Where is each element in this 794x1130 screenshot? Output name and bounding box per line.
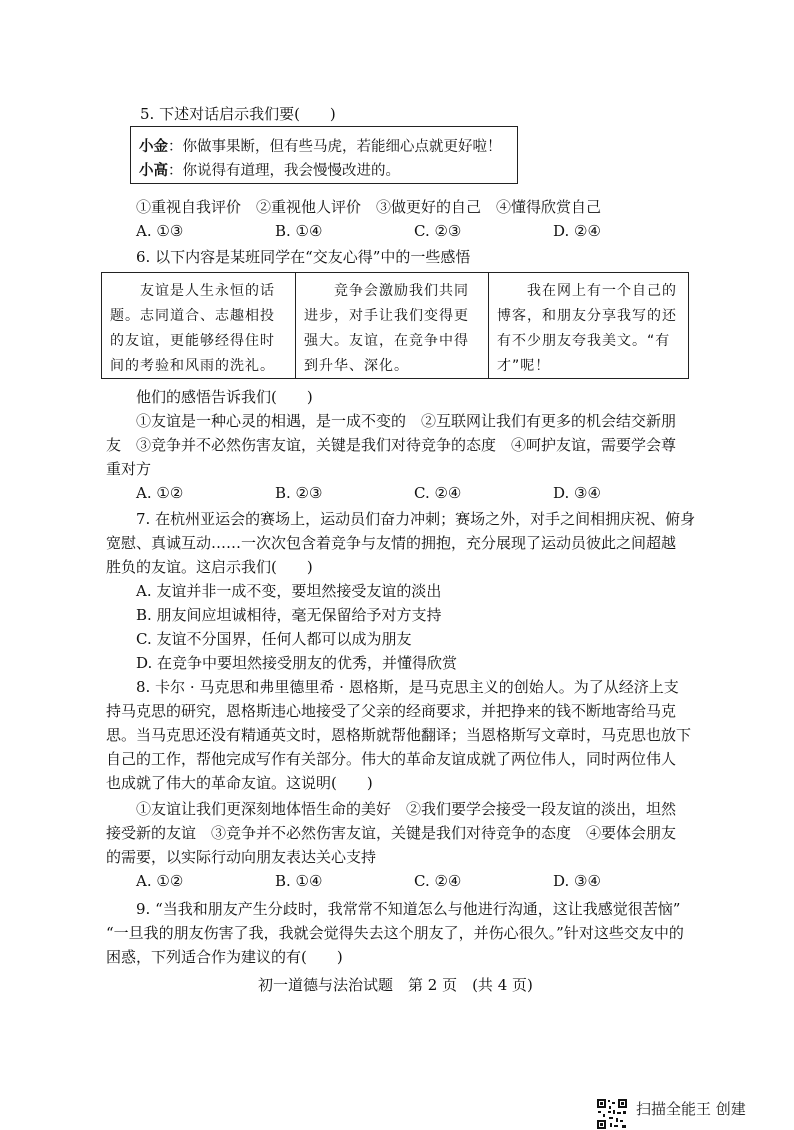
q6-option-b: B. ②③ bbox=[275, 484, 323, 502]
speaker-name: 小高 bbox=[139, 163, 168, 179]
q7-option-c: C. 友谊不分国界，任何人都可以成为朋友 bbox=[136, 630, 412, 648]
q8-option-a: A. ①② bbox=[136, 872, 184, 890]
q7-stem-line-3: 胜负的友谊。这启示我们( ) bbox=[106, 558, 313, 576]
q6-option-d: D. ③④ bbox=[553, 484, 601, 502]
q8-statement-line-2: 接受新的友谊 ③竞争并不必然伤害友谊，关键是我们对待竞争的态度 ④要体会朋友 bbox=[106, 824, 677, 842]
q7-stem-line-2: 宽慰、真诚互动……一次次包含着竞争与友情的拥抱，充分展现了运动员彼此之间超越 bbox=[106, 534, 677, 552]
q6-statement-line-2: 友 ③竞争并不必然伤害友谊，关键是我们对待竞争的态度 ④呵护友谊，需要学会尊 bbox=[106, 436, 677, 454]
q5-option-c: C. ②③ bbox=[414, 222, 462, 240]
q6-option-c: C. ②④ bbox=[414, 484, 462, 502]
q8-stem-line-1: 8. 卡尔 · 马克思和弗里德里希 · 恩格斯，是马克思主义的创始人。为了从经济上支 bbox=[136, 678, 679, 696]
q7-option-b: B. 朋友间应坦诚相待，毫无保留给予对方支持 bbox=[136, 606, 442, 624]
q6-question: 他们的感悟告诉我们( ) bbox=[136, 388, 313, 406]
q5-stem: 5. 下述对话启示我们要( ) bbox=[140, 105, 336, 123]
q6-table bbox=[101, 272, 689, 379]
q7-option-d: D. 在竞争中要坦然接受朋友的优秀，并懂得欣赏 bbox=[136, 654, 458, 672]
q8-option-b: B. ①④ bbox=[275, 872, 323, 890]
qr-code-icon bbox=[596, 1098, 628, 1130]
dialog-text: 你说得有道理，我会慢慢改进的。 bbox=[182, 163, 400, 179]
q8-option-c: C. ②④ bbox=[414, 872, 462, 890]
q6-cell-3: 我在网上有一个自己的博客，和朋友分享我写的还有不少朋友夸我美文。“有才”呢！ bbox=[488, 273, 687, 378]
q8-stem-line-3: 思。当马克思还没有精通英文时，恩格斯就帮他翻译；当恩格斯写文章时，马克思也放下 bbox=[106, 726, 692, 744]
page-footer: 初一道德与法治试题 第 2 页 (共 4 页) bbox=[258, 976, 533, 994]
q6-statement-line-1: ①友谊是一种心灵的相遇，是一成不变的 ②互联网让我们有更多的机会结交新朋 bbox=[136, 412, 677, 430]
q8-statement-line-3: 的需要，以实际行动向朋友表达关心支持 bbox=[106, 848, 377, 866]
q7-stem-line-1: 7. 在杭州亚运会的赛场上，运动员们奋力冲刺；赛场之外，对手之间相拥庆祝、俯身 bbox=[136, 510, 696, 528]
q9-stem-line-3: 困惑，下列适合作为建议的有( ) bbox=[106, 948, 343, 966]
q7-option-a: A. 友谊并非一成不变，要坦然接受友谊的淡出 bbox=[136, 582, 442, 600]
q6-cell-1: 友谊是人生永恒的话题。志同道合、志趣相投的友谊，更能够经得住时间的考验和风雨的洗礼。 bbox=[110, 283, 275, 374]
q5-option-d: D. ②④ bbox=[553, 222, 601, 240]
q6-cell-2: 竞争会激励我们共同进步，对手让我们变得更强大。友谊，在竞争中得到升华、深化。 bbox=[295, 273, 488, 378]
scanner-watermark: 扫描全能王 创建 bbox=[636, 1100, 746, 1118]
q6-option-a: A. ①② bbox=[136, 484, 184, 502]
q6-stem: 6. 以下内容是某班同学在“交友心得”中的一些感悟 bbox=[136, 248, 471, 266]
q9-stem-line-2: “一旦我的朋友伤害了我，我就会觉得失去这个朋友了，并伤心很久。”针对这些交友中的 bbox=[106, 924, 684, 942]
q9-stem-line-1: 9. “当我和朋友产生分歧时，我常常不知道怎么与他进行沟通，这让我感觉很苦恼” bbox=[136, 900, 681, 918]
q5-option-a: A. ①③ bbox=[136, 222, 184, 240]
q8-stem-line-4: 自己的工作，帮他完成写作有关部分。伟大的革命友谊成就了两位伟人，同时两位伟人 bbox=[106, 750, 677, 768]
q5-dialog-line-2: 小高：你说得有道理，我会慢慢改进的。 bbox=[139, 163, 400, 179]
dialog-text: 你做事果断，但有些马虎，若能细心点就更好啦！ bbox=[182, 139, 502, 155]
q8-option-d: D. ③④ bbox=[553, 872, 601, 890]
q5-option-b: B. ①④ bbox=[275, 222, 323, 240]
q8-statement-line-1: ①友谊让我们更深刻地体悟生命的美好 ②我们要学会接受一段友谊的淡出，坦然 bbox=[136, 800, 677, 818]
q5-dialog-line-1: 小金：你做事果断，但有些马虎，若能细心点就更好啦！ bbox=[139, 139, 502, 155]
q8-stem-line-2: 持马克思的研究，恩格斯违心地接受了父亲的经商要求，并把挣来的钱不断地寄给马克 bbox=[106, 702, 677, 720]
q5-statements: ①重视自我评价 ②重视他人评价 ③做更好的自己 ④懂得欣赏自己 bbox=[136, 198, 602, 216]
q5-dialog-box bbox=[130, 126, 518, 184]
q6-statement-line-3: 重对方 bbox=[106, 460, 152, 478]
q8-stem-line-5: 也成就了伟大的革命友谊。这说明( ) bbox=[106, 774, 373, 792]
speaker-name: 小金 bbox=[139, 139, 168, 155]
